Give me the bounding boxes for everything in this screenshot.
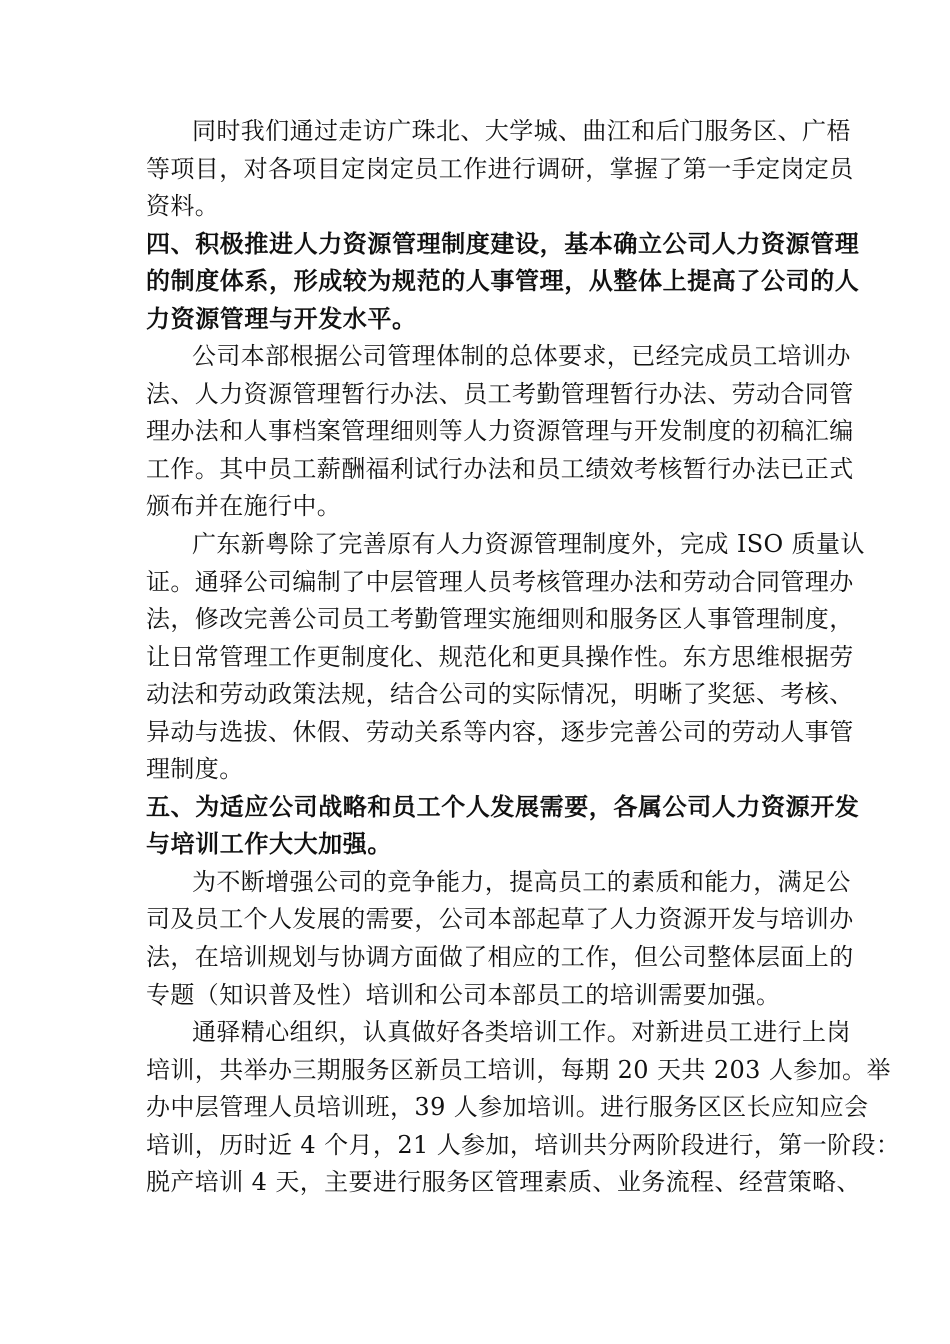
heading-line: 四、积极推进人力资源管理制度建设，基本确立公司人力资源管理 bbox=[146, 229, 860, 258]
text-line: 通驿精心组织，认真做好各类培训工作。对新进员工进行上岗 bbox=[192, 1018, 851, 1047]
text-line: 理制度。 bbox=[146, 755, 244, 784]
text-line: 为不断增强公司的竞争能力，提高员工的素质和能力，满足公 bbox=[192, 867, 851, 896]
text-line: 理办法和人事档案管理细则等人力资源管理与开发制度的初稿汇编 bbox=[146, 417, 854, 446]
text-line: 证。通驿公司编制了中层管理人员考核管理办法和劳动合同管理办 bbox=[146, 567, 854, 596]
paragraph-hq-policies bbox=[146, 338, 854, 526]
text-line: 法、人力资源管理暂行办法、员工考勤管理暂行办法、劳动合同管 bbox=[146, 379, 854, 408]
section-heading-4 bbox=[146, 226, 860, 339]
paragraph-field-survey bbox=[146, 113, 854, 226]
text-line: 办中层管理人员培训班，39 人参加培训。进行服务区区长应知应会 bbox=[146, 1093, 869, 1122]
text-line: 专题（知识普及性）培训和公司本部员工的培训需要加强。 bbox=[146, 980, 781, 1009]
text-line: 公司本部根据公司管理体制的总体要求，已经完成员工培训办 bbox=[192, 342, 851, 371]
heading-line: 力资源管理与开发水平。 bbox=[146, 304, 417, 333]
text-line: 培训，历时近 4 个月，21 人参加，培训共分两阶段进行，第一阶段： bbox=[146, 1130, 901, 1159]
heading-line: 与培训工作大大加强。 bbox=[146, 830, 392, 859]
text-line: 等项目，对各项目定岗定员工作进行调研，掌握了第一手定岗定员 bbox=[146, 154, 854, 183]
heading-line: 五、为适应公司战略和员工个人发展需要，各属公司人力资源开发 bbox=[146, 792, 860, 821]
text-line: 资料。 bbox=[146, 192, 220, 221]
text-line: 培训，共举办三期服务区新员工培训，每期 20 天共 203 人参加。举 bbox=[146, 1055, 891, 1084]
text-line: 广东新粤除了完善原有人力资源管理制度外，完成 ISO 质量认 bbox=[192, 530, 865, 559]
text-line: 动法和劳动政策法规，结合公司的实际情况，明晰了奖惩、考核、 bbox=[146, 680, 854, 709]
text-line: 法，在培训规划与协调方面做了相应的工作，但公司整体层面上的 bbox=[146, 943, 854, 972]
text-line: 异动与选拔、休假、劳动关系等内容，逐步完善公司的劳动人事管 bbox=[146, 717, 854, 746]
text-line: 让日常管理工作更制度化、规范化和更具操作性。东方思维根据劳 bbox=[146, 642, 854, 671]
paragraph-training-overview bbox=[146, 864, 854, 1014]
text-line: 法，修改完善公司员工考勤管理实施细则和服务区人事管理制度， bbox=[146, 605, 854, 634]
text-line: 同时我们通过走访广珠北、大学城、曲江和后门服务区、广梧 bbox=[192, 117, 851, 145]
heading-line: 的制度体系，形成较为规范的人事管理，从整体上提高了公司的人 bbox=[146, 267, 860, 296]
text-line: 颁布并在施行中。 bbox=[146, 492, 342, 521]
text-line: 司及员工个人发展的需要，公司本部起草了人力资源开发与培训办 bbox=[146, 905, 854, 934]
section-heading-5 bbox=[146, 789, 860, 864]
document-page bbox=[146, 113, 901, 1202]
text-line: 工作。其中员工薪酬福利试行办法和员工绩效考核暂行办法已正式 bbox=[146, 454, 854, 483]
paragraph-training-details bbox=[146, 1014, 901, 1202]
paragraph-subsidiary-policies bbox=[146, 526, 865, 789]
text-line: 脱产培训 4 天，主要进行服务区管理素质、业务流程、经营策略、 bbox=[146, 1168, 861, 1197]
